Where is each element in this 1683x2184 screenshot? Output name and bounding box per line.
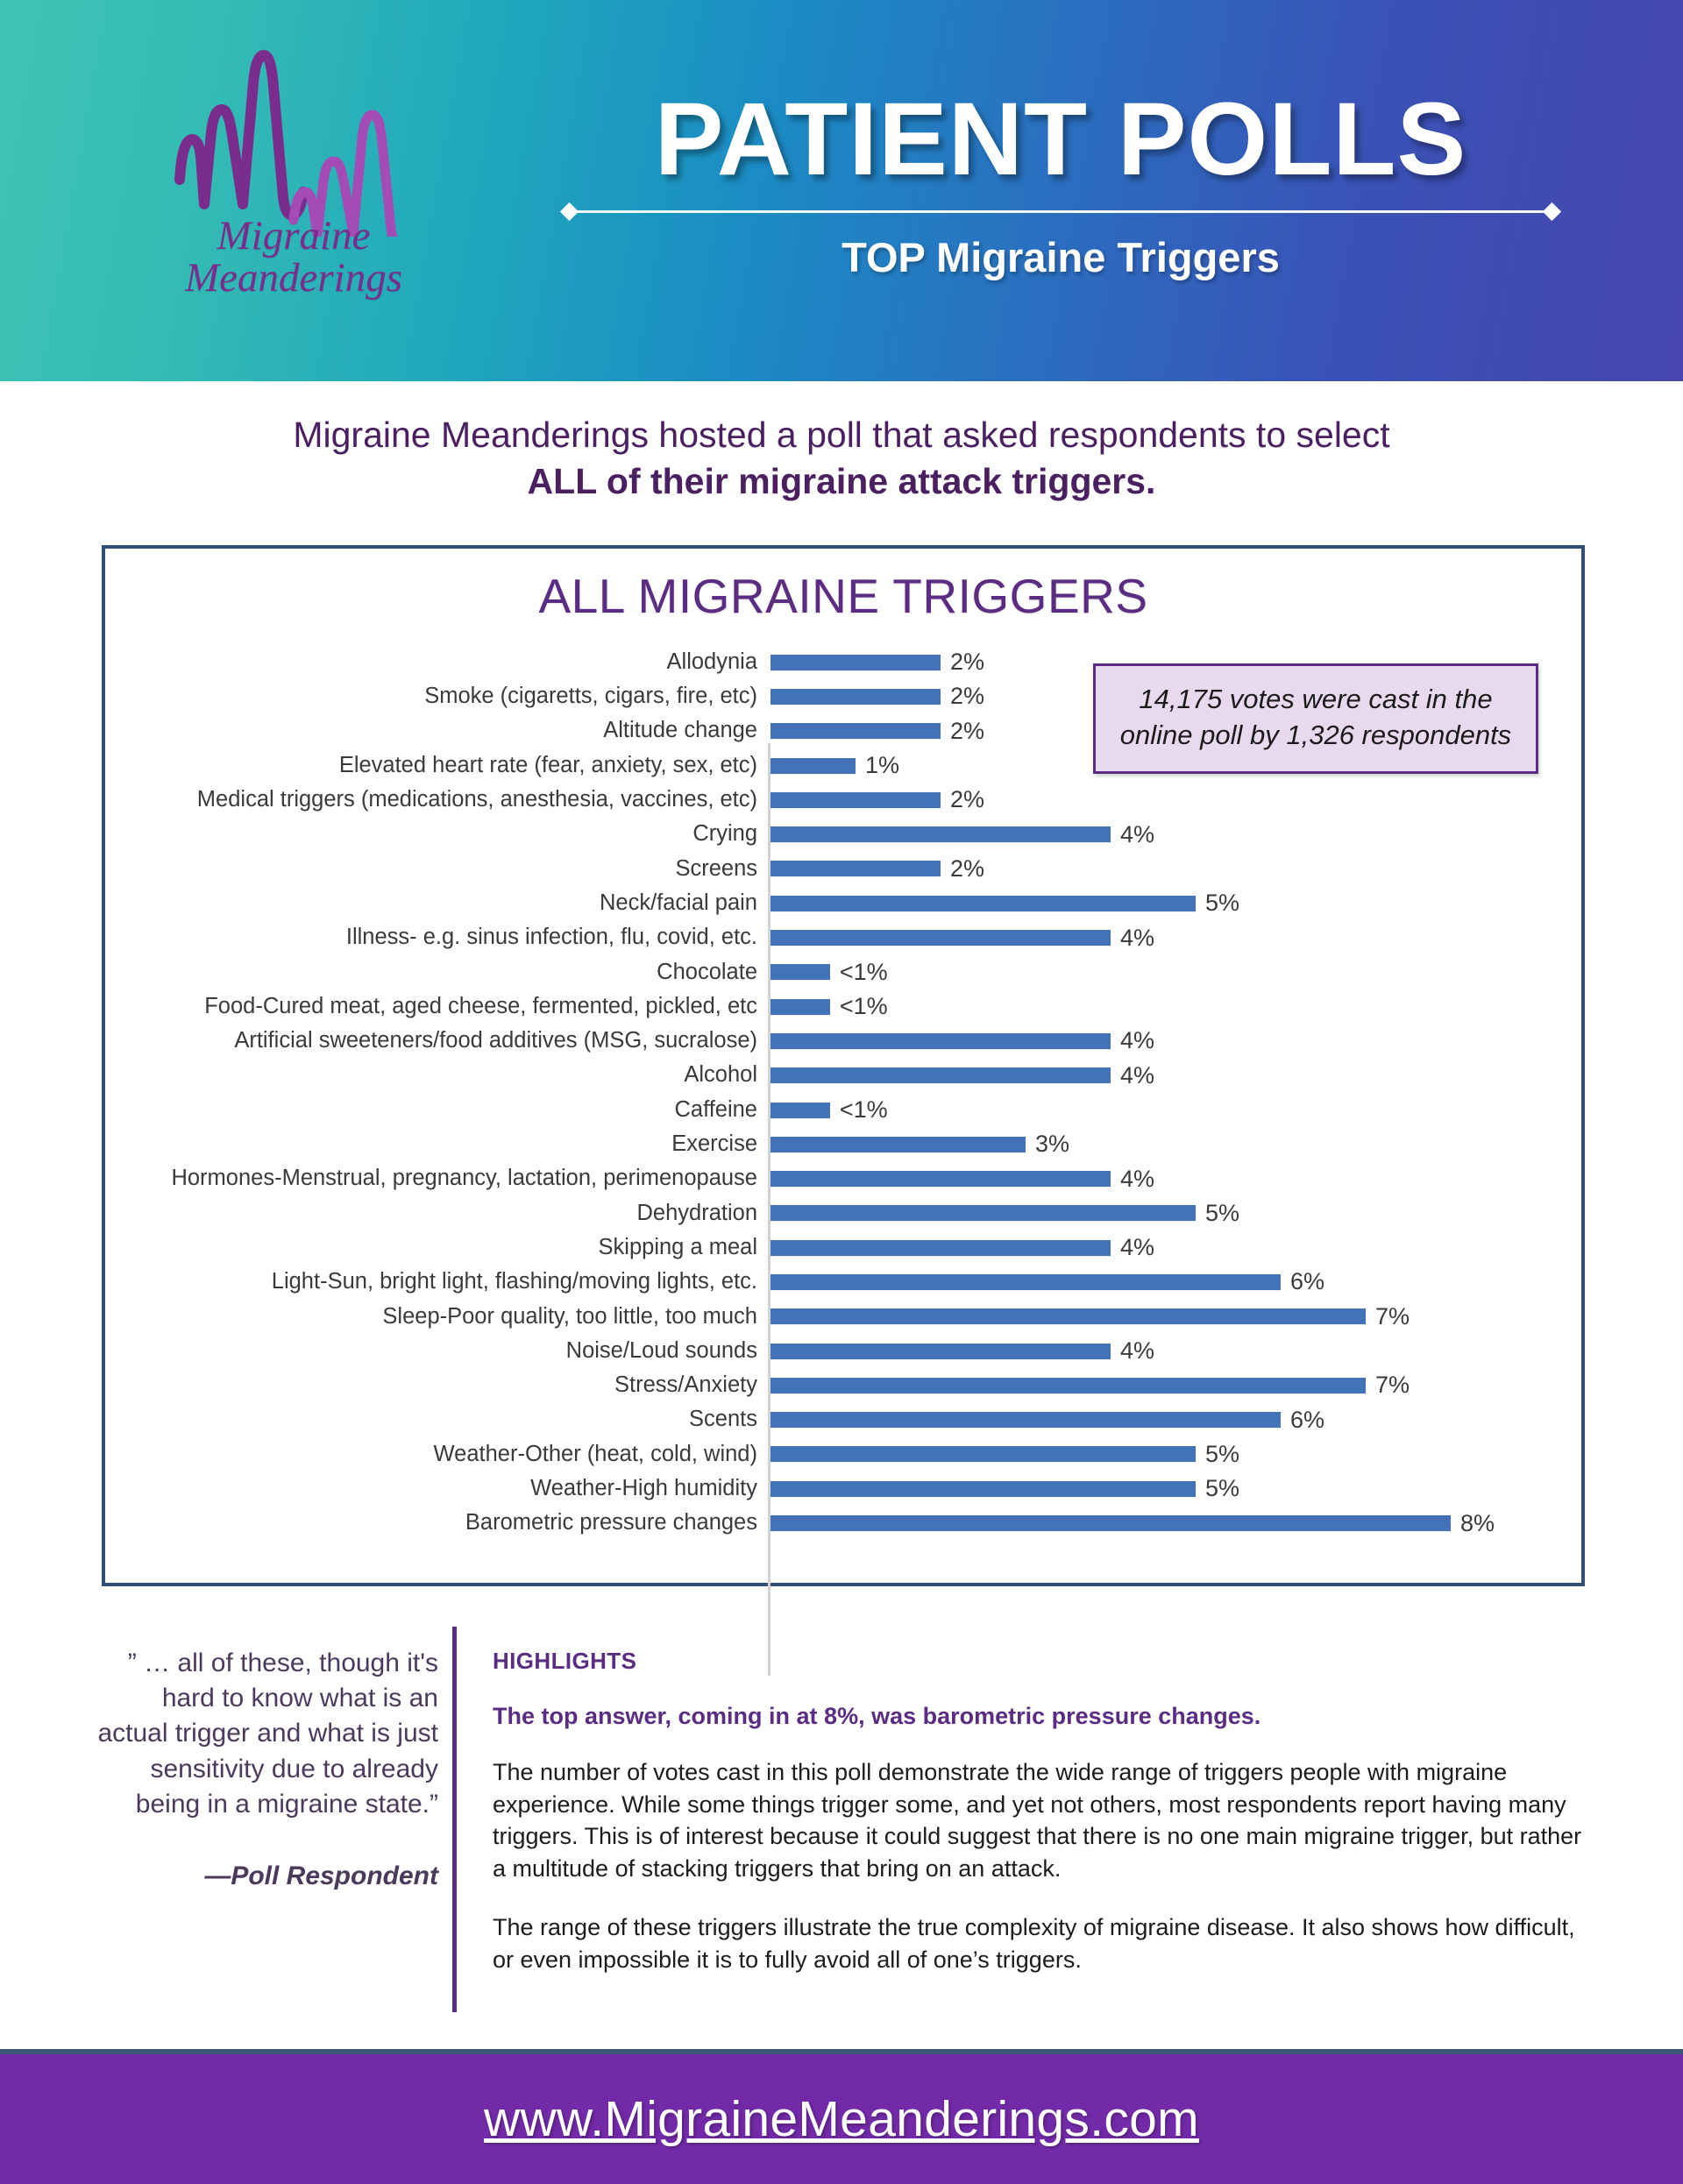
chart-value-label: 2% [950,854,985,882]
chart-row-label: Screens [675,855,757,881]
quote-text: ” … all of these, though it's hard to know what is an actual trigger and what is just sensitivity due to already being in a migraine state.” [97,1649,438,1819]
chart-row-label: Noise/Loud sounds [565,1337,757,1363]
chart-row-bar-area [768,748,1588,783]
chart-row-label: Exercise [671,1131,757,1157]
chart-row-bar-area [768,1506,1588,1540]
chart-bar [770,689,941,705]
chart-bar [770,1308,1366,1324]
chart-row [105,1334,1588,1368]
chart-value-label: 4% [1120,924,1155,951]
chart-row-label: Altitude change [603,718,757,743]
chart-row-bar-area [768,1127,1588,1161]
chart-row-label: Weather-Other (heat, cold, wind) [433,1441,757,1466]
chart-row [105,852,1588,886]
chart-bar [770,964,830,980]
pull-quote [88,1646,438,1894]
intro-line-1: Migraine Meanderings hosted a poll that asked respondents to select [293,415,1390,455]
chart-row-bar-area [768,714,1588,748]
chart-value-label: 2% [950,717,985,744]
page-header [0,0,1683,381]
intro-line-2: ALL of their migraine attack triggers. [527,461,1156,502]
chart-bar [770,1171,1111,1187]
chart-row-label: Food-Cured meat, aged cheese, fermented, pickled, etc [204,993,757,1018]
chart-row-label: Chocolate [657,959,757,984]
chart-row-label: Elevated heart rate (fear, anxiety, sex, etc) [338,752,757,777]
diamond-right-icon [1543,202,1561,220]
page-title: PATIENT POLLS [654,82,1467,197]
chart-row [105,1024,1588,1058]
chart-row [105,645,1588,679]
chart-bar [770,1446,1196,1462]
chart-row-bar-area [768,1230,1588,1265]
chart-row-bar-area [768,1265,1588,1299]
chart-panel [102,545,1585,1586]
chart-row-bar-area [768,989,1588,1024]
chart-row-label: Alcohol [684,1062,757,1088]
chart-row [105,1403,1588,1437]
chart-bar [770,1344,1111,1359]
chart-row [105,783,1588,817]
chart-row-bar-area [768,1161,1588,1195]
chart-bar [770,792,941,808]
chart-row-label: Caffeine [674,1096,757,1122]
chart-value-label: 5% [1205,890,1240,917]
chart-row [105,1437,1588,1471]
chart-row [105,1368,1588,1402]
chart-value-label: 7% [1375,1302,1410,1330]
chart-title: ALL MIGRAINE TRIGGERS [538,569,1148,623]
chart-bar [770,1067,1111,1083]
logo-line-1: Migraine [217,213,371,259]
chart-row [105,1059,1588,1093]
chart-row [105,1093,1588,1127]
highlights-section [493,1648,1597,1975]
diamond-left-icon [560,202,579,220]
page-footer [0,2054,1683,2184]
chart-row [105,1161,1588,1195]
chart-row [105,989,1588,1024]
chart-value-label: 7% [1375,1372,1410,1399]
chart-row [105,886,1588,920]
mm-ekg-logo-icon [162,48,425,237]
chart-row-label: Stress/Anxiety [614,1372,757,1398]
chart-row-bar-area [768,1024,1588,1058]
chart-row-bar-area [768,920,1588,954]
chart-bar [770,930,1111,946]
chart-bar [770,1033,1111,1049]
highlights-paragraph-1: The number of votes cast in this poll demonstrate the wide range of triggers people with migraine experience. While some things trigger some, and yet not others, most respondents report having many triggers. This is of interest because it could suggest that there is no one main migraine trigger, but rather a multitude of stacking triggers that bring on an attack. [493,1759,1582,1883]
chart-value-label: 2% [950,683,985,710]
quote-attribution: —Poll Respondent [204,1861,438,1890]
chart-bar [770,1205,1196,1221]
chart-row-label: Dehydration [636,1200,757,1225]
chart-row-label: Crying [692,821,757,847]
chart-value-label: 6% [1290,1406,1325,1433]
chart-value-label: 4% [1120,1027,1155,1054]
chart-row-label: Weather-High humidity [530,1476,757,1501]
chart-value-label: 2% [950,786,985,813]
chart-value-label: 5% [1205,1475,1240,1502]
chart-value-label: <1% [839,1096,888,1123]
chart-row [105,1471,1588,1506]
chart-row-label: Medical triggers (medications, anesthesia, vaccines, etc) [196,787,757,812]
chart-row-bar-area [768,1300,1588,1334]
chart-value-label: 4% [1120,1234,1155,1261]
chart-row [105,1300,1588,1334]
chart-row-label: Neck/facial pain [599,890,757,915]
intro-text [0,412,1683,506]
chart-value-label: 4% [1120,1165,1155,1192]
chart-bar [770,1481,1196,1497]
chart-row-bar-area [768,1093,1588,1127]
chart-row-label: Barometric pressure changes [465,1510,757,1535]
chart-value-label: 4% [1120,820,1155,847]
chart-value-label: 4% [1120,1061,1155,1088]
chart-value-label: 3% [1035,1131,1070,1158]
highlights-heading: HIGHLIGHTS [493,1648,637,1674]
section-divider [452,1627,457,2012]
chart-bar [770,826,1111,842]
chart-value-label: 1% [865,752,900,779]
chart-row [105,920,1588,954]
chart-row-bar-area [768,1059,1588,1093]
title-divider [561,202,1560,221]
chart-row-bar-area [768,1196,1588,1230]
highlights-paragraph-2: The range of these triggers illustrate the true complexity of migraine disease. It also shows how difficult, or even impossible it is to fully avoid all of one’s triggers. [493,1913,1575,1973]
title-block [561,82,1560,281]
chart-bar [770,655,941,670]
chart-row-bar-area [768,645,1588,679]
chart-row [105,679,1588,713]
chart-row [105,714,1588,748]
chart-row-bar-area [768,1403,1588,1437]
chart-value-label: <1% [839,993,888,1020]
chart-row [105,955,1588,989]
chart-row [105,748,1588,783]
logo-text [184,213,402,301]
chart-row [105,1127,1588,1161]
chart-value-label: 5% [1205,1199,1240,1226]
chart-row-label: Artificial sweeteners/food additives (MSG, sucralose) [234,1028,757,1053]
website-url-link[interactable]: www.MigraineMeanderings.com [484,2091,1199,2147]
chart-bar [770,896,1196,911]
chart-row-label: Illness- e.g. sinus infection, flu, covid, etc. [345,925,757,950]
chart-row-bar-area [768,1471,1588,1506]
vote-count-callout: 14,175 votes were cast in the online poll by 1,326 respondents [1093,663,1538,774]
chart-row [105,1265,1588,1299]
page-subtitle: TOP Migraine Triggers [842,234,1280,280]
brand-logo [149,48,438,337]
chart-value-label: 8% [1460,1509,1495,1536]
chart-bar [770,1274,1281,1290]
chart-value-label: 5% [1205,1440,1240,1467]
chart-row-bar-area [768,1437,1588,1471]
bar-chart [105,645,1588,1541]
chart-row-label: Light-Sun, bright light, flashing/moving lights, etc. [271,1269,757,1294]
chart-row-label: Allodynia [666,649,757,674]
chart-row-bar-area [768,886,1588,920]
chart-bar [770,758,856,774]
chart-value-label: <1% [839,958,888,985]
logo-line-2: Meanderings [184,254,402,301]
chart-row-bar-area [768,817,1588,851]
chart-bar [770,1240,1111,1256]
chart-row [105,1506,1588,1540]
chart-bar [770,723,941,739]
chart-row-bar-area [768,783,1588,817]
chart-value-label: 6% [1290,1268,1325,1295]
chart-row [105,1230,1588,1265]
highlights-lead: The top answer, coming in at 8%, was barometric pressure changes. [493,1703,1261,1729]
chart-bar [770,1412,1281,1428]
chart-bar [770,1103,830,1118]
chart-row-label: Hormones-Menstrual, pregnancy, lactation, perimenopause [171,1166,757,1191]
chart-value-label: 2% [950,649,985,676]
chart-row-bar-area [768,679,1588,713]
chart-row-bar-area [768,1334,1588,1368]
chart-row [105,1196,1588,1230]
chart-row-label: Scents [689,1407,757,1432]
chart-row-bar-area [768,955,1588,989]
chart-row-bar-area [768,852,1588,886]
chart-row-bar-area [768,1368,1588,1402]
chart-bar [770,999,830,1015]
chart-row-label: Skipping a meal [598,1234,757,1259]
chart-row-label: Smoke (cigaretts, cigars, fire, etc) [424,684,757,709]
chart-bar [770,1515,1451,1531]
chart-value-label: 4% [1120,1337,1155,1365]
divider-bar [578,210,1544,213]
chart-bar [770,861,941,876]
chart-bar [770,1378,1366,1393]
chart-row [105,817,1588,851]
chart-bar [770,1137,1026,1152]
chart-row-label: Sleep-Poor quality, too little, too much [382,1303,757,1329]
